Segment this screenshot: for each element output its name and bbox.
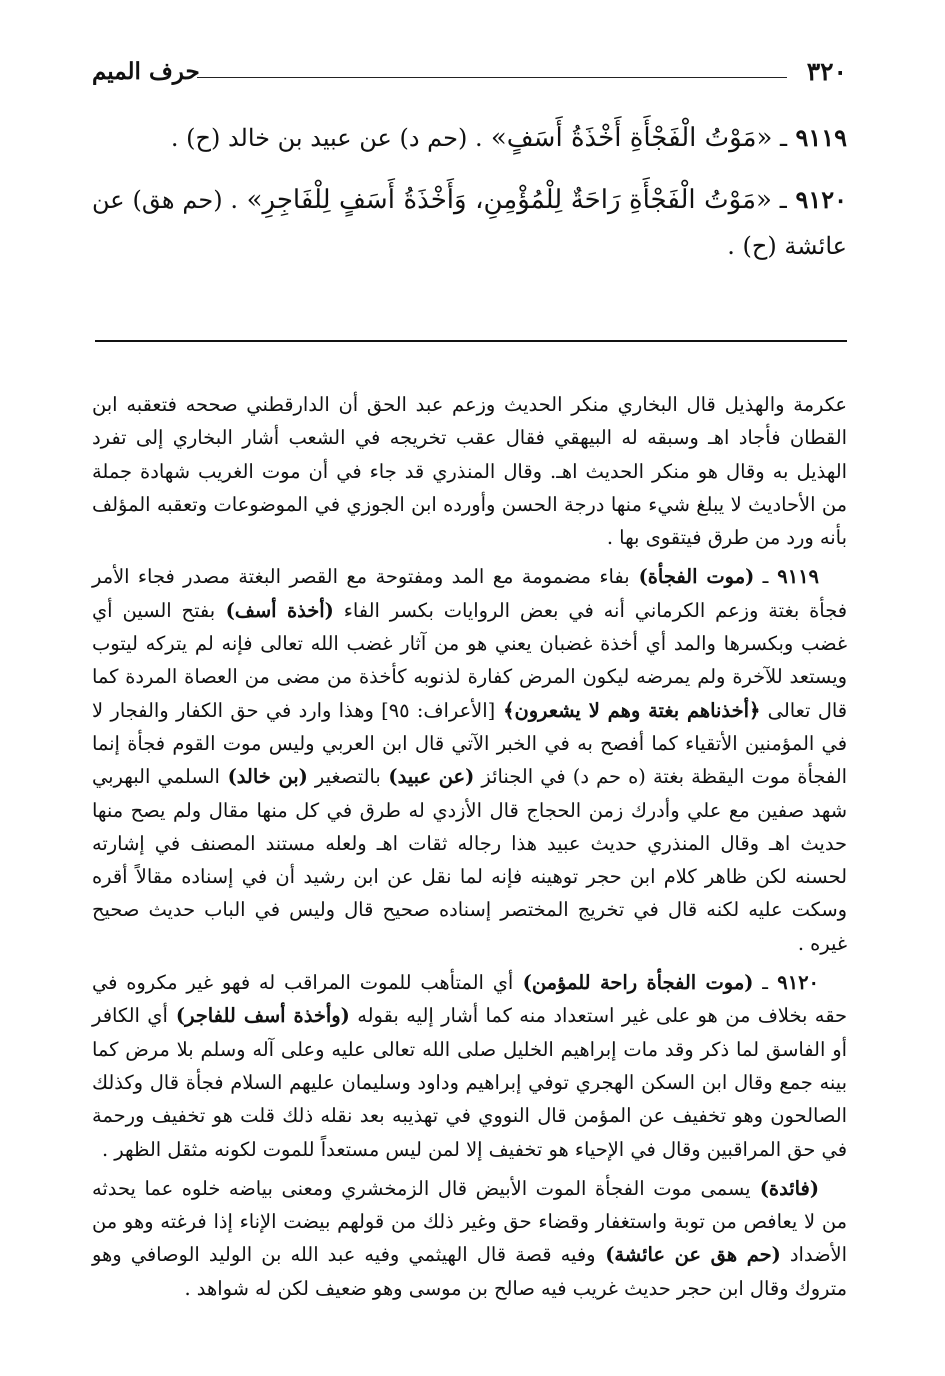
hadith-number: ٩١١٩ (787, 123, 847, 152)
commentary-paragraph (92, 1172, 847, 1305)
lemma: (موت الفجأة) (629, 565, 755, 589)
lemma: (حم هق عن عائشة) (595, 1243, 781, 1267)
lemma: (بن خالد) (219, 765, 308, 789)
hadith-source: . (حم هق) عن عائشة (ح) . (92, 186, 847, 260)
hadith-text: «مَوْتُ الْفَجْأَةِ أَخْذَةُ أَسَفٍ» (482, 123, 773, 153)
commentary-text: بفاء مضمومة مع المد ومفتوحة مع القصر البغتة مصدر فجاء الأمر فجأة بغتة وزعم الكرماني أنه في بعض الروايات بكسر الفاء (92, 565, 847, 622)
commentary-text: بالتصغير (307, 765, 381, 789)
hadith-list (92, 115, 847, 285)
hadith-entry (92, 115, 847, 161)
hadith-entry (92, 177, 847, 269)
commentary-text: أي المتأهب للموت المراقب له فهو غير مكروه في حقه بخلاف من هو على غير استعداد منه كما أشار إليه بقوله (92, 971, 847, 1028)
commentary-text: يسمى موت الفجأة الموت الأبيض قال الزمخشري ومعنى بياضه خلوه عما يحدثه من لا يعافص من توبة واستغفار وقضاء حق وغير ذلك من قولهم بيضت الإناء إذا فرغته وهو من الأضداد (92, 1176, 847, 1267)
chapter-title: حرف الميم (92, 58, 200, 85)
entry-dash: ـ (753, 971, 768, 995)
commentary-text: أي الكافر أو الفاسق لما ذكر وقد مات إبراهيم الخليل صلى الله تعالى عليه وعلى آله وسلم بلا مرض كما بينه جمع وقال ابن السكن الهجري توفي إبراهيم وداود وسليمان عليهم السلام فجأة قال وكذلك الصالحون وهو تخفيف عن المؤمن قال النووي في تهذيبه بعد نقله ذلك قلت هو تخفيف ورحمة في حق المراقبين وقال في الإحياء هو تخفيف إلا لمن ليس مستعداً للموت لكونه مثقل الظهر . (92, 1004, 847, 1161)
commentary-text: [الأعراف: ٩٥] وهذا وارد في حق الكفار والفجار لا في المؤمنين الأتقياء كما أفصح به في الخبر الآتي قال ابن العربي وليس موت القوم فجأة إنما الفجأة موت اليقظة بغتة (ه حم د) في الجنائز (92, 698, 847, 789)
commentary-paragraph (92, 388, 847, 554)
commentary-divider (95, 340, 847, 342)
hadith-dash: ـ (772, 124, 788, 152)
hadith-text: «مَوْتُ الْفَجْأَةِ رَاحَةٌ لِلْمُؤْمِنِ، وَأَخْذَةُ أَسَفٍ لِلْفَاجِرِ» (238, 185, 772, 215)
commentary-text: وفيه قصة قال الهيثمي وفيه عبد الله بن الوليد الوصافي وهو متروك وقال ابن حجر حديث غريب فيه صالح بن موسى وهو ضعيف لكن له شواهد . (92, 1243, 847, 1300)
lemma: (أخذة أسف) (215, 598, 334, 622)
hadith-source: . (حم د) عن عبيد بن خالد (ح) . (170, 124, 483, 152)
lemma: (موت الفجأة راحة للمؤمن) (513, 971, 754, 995)
page-number: ٣٢٠ (806, 57, 847, 86)
commentary-text: عكرمة والهذيل قال البخاري منكر الحديث وزعم عبد الحق أن الدارقطني صححه فتعقبه ابن القطان فأجاد اهـ وسبقه له البيهقي فقال عقب تخريجه في الشعب أشار البخاري إلى تفرد الهذيل به وقال هو منكر الحديث اهـ. وقال المنذري قد جاء في أن موت الغريب شهادة جملة من الأحاديث لا يبلغ شيء منها درجة الحسن وأورده ابن الجوزي في الموضوعات وتعقبه المؤلف بأنه ورد من طرق فيتقوى بها . (92, 393, 847, 550)
entry-dash: ـ (754, 565, 769, 589)
header-rule (197, 77, 787, 78)
commentary-text: بفتح السين أي غضب وبكسرها والمد أي أخذة غضبان يعني هو من آثار غضب الله تعالى فإنه لم يتركه ليتوب ويستعد للآخرة ولم يمرضه ليكون المرض كفارة لذنوبه كأخذة من مضى من العصاة المردة كما قال تعالى (92, 598, 847, 722)
commentary-paragraph (92, 560, 847, 960)
hadith-number: ٩١٢٠ (786, 185, 847, 214)
lemma: (عن عبيد) (380, 765, 475, 789)
commentary (92, 388, 847, 1311)
entry-number: ٩١٢٠ (767, 971, 819, 995)
lemma: (فائدة) (750, 1176, 819, 1200)
quran-quote: ﴿أخذناهم بغتة وهم لا يشعرون﴾ (495, 698, 761, 722)
commentary-text: السلمي البهربي شهد صفين مع علي وأدرك زمن الحجاج قال الأزدي له طرق في كل منها مقال ولم يصح منها حديث اهـ وقال المنذري حديث عبيد هذا رجاله ثقات اهـ ولعله مستند المصنف في إشارته لحسنه لكن ظاهر كلام ابن حجر توهينه فإنه لما نقل عن ابن رشيد أن في إسناده مقالاً أقره وسكت عليه لكنه قال في تخريج المختصر إسناده صحيح قال وليس في الباب حديث صحيح غيره . (92, 765, 848, 955)
commentary-paragraph (92, 966, 847, 1166)
hadith-dash: ـ (771, 186, 787, 214)
lemma: (وأخذة أسف للفاجر) (167, 1004, 350, 1028)
entry-number: ٩١١٩ (768, 565, 819, 589)
page-header (92, 56, 847, 88)
